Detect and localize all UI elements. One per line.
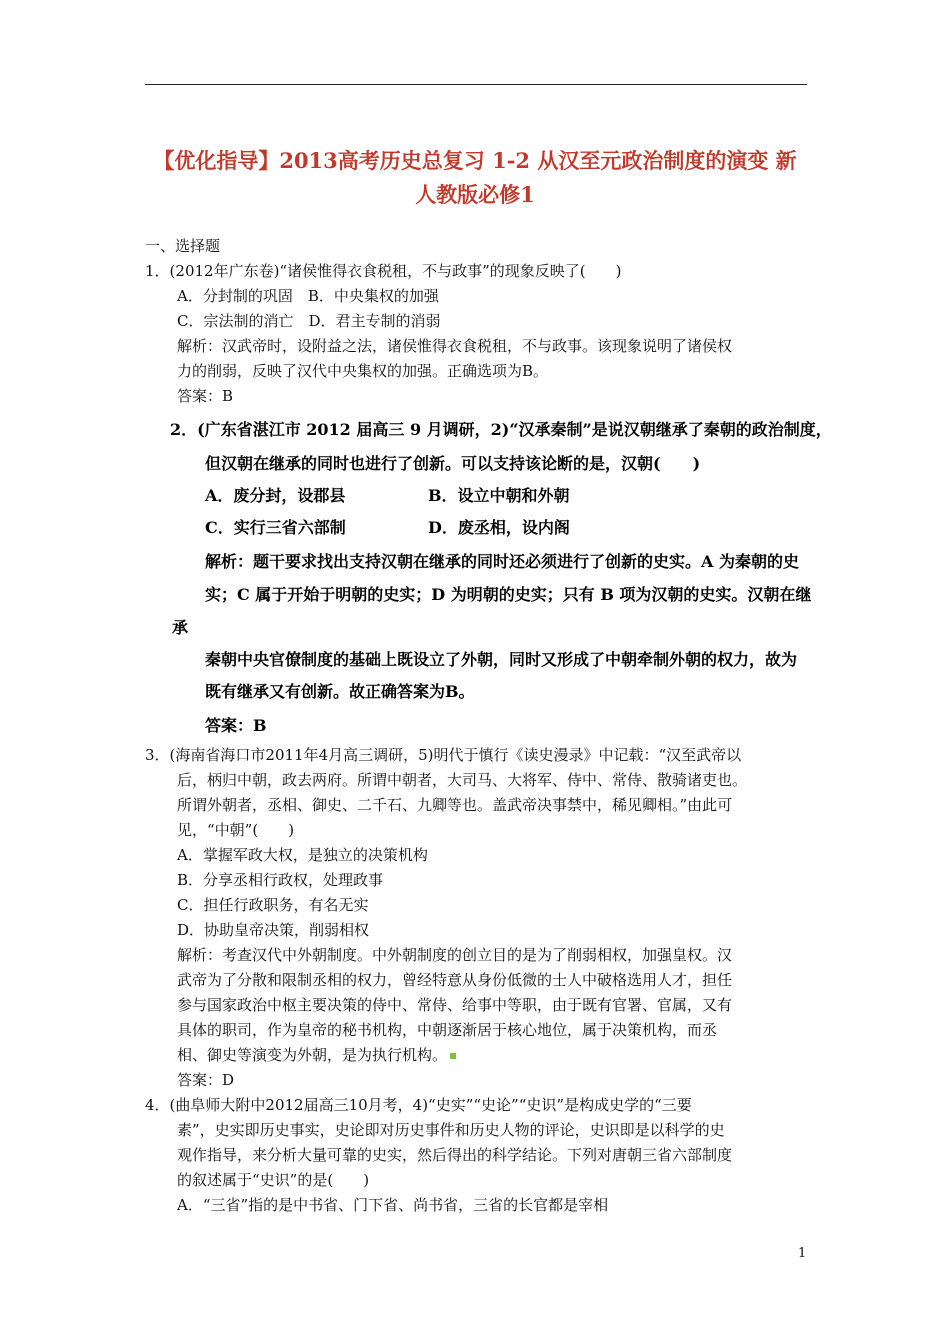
- q3-explanation-4: 具体的职司，作为皇帝的秘书机构，中朝逐渐居于核心地位，属于决策机构，而丞: [177, 1021, 718, 1039]
- q3-explanation-2: 武帝为了分散和限制丞相的权力，曾经特意从身份低微的士人中破格选用人才，担任: [177, 971, 733, 989]
- q1-explanation-2: 力的削弱，反映了汉代中央集权的加强。正确选项为B。: [177, 362, 549, 380]
- q2-explanation-3: 承: [172, 618, 189, 637]
- q2-explanation-2: 实；C 属于开始于明朝的史实；D 为明朝的史实；只有 B 项为汉朝的史实。汉朝在继: [205, 585, 812, 604]
- q3-option-a: A．掌握军政大权，是独立的决策机构: [177, 846, 428, 864]
- q2-explanation-4: 秦朝中央官僚制度的基础上既设立了外朝，同时又形成了中朝牵制外朝的权力，故为: [205, 650, 798, 669]
- q4-stem-2: 素”，史实即历史事实，史论即对历史事件和历史人物的评论，史识即是以科学的史: [177, 1121, 725, 1139]
- title-line-1: 【优化指导】2013高考历史总复习 1-2 从汉至元政治制度的演变 新: [153, 148, 797, 173]
- q2-stem-1: 2．(广东省湛江市 2012 届高三 9 月调研，2)“汉承秦制”是说汉朝继承了秦朝的政治制度，: [170, 420, 832, 439]
- q3-explanation-5-wrap: [177, 1045, 456, 1065]
- q1-explanation-1: 解析：汉武帝时，设附益之法，诸侯惟得衣食税租，不与政事。该现象说明了诸侯权: [177, 337, 733, 355]
- q3-explanation-1: 解析：考查汉代中外朝制度。中外朝制度的创立目的是为了削弱相权，加强皇权。汉: [177, 946, 733, 964]
- page-number: 1: [798, 1246, 807, 1261]
- q3-explanation-5: 相、御史等演变为外朝，是为执行机构。: [177, 1046, 448, 1064]
- section-heading: 一、选择题: [145, 237, 221, 255]
- q1-options-ab: A．分封制的巩固 B．中央集权的加强: [177, 287, 439, 305]
- q3-option-b: B．分享丞相行政权，处理政事: [177, 871, 384, 889]
- q3-explanation-3: 参与国家政治中枢主要决策的侍中、常侍、给事中等职，由于既有官署、官属，又有: [177, 996, 733, 1014]
- title-line-2: 人教版必修1: [415, 182, 535, 207]
- q3-stem-4: 见，“中朝”( ): [177, 821, 295, 839]
- header-rule: [145, 84, 807, 85]
- document-title: [120, 144, 830, 212]
- q3-option-d: D．协助皇帝决策，削弱相权: [177, 921, 370, 939]
- q2-option-c: C．实行三省六部制: [205, 518, 346, 537]
- q1-answer: 答案：B: [177, 387, 234, 405]
- q4-stem-3: 观作指导，来分析大量可靠的史实，然后得出的科学结论。下列对唐朝三省六部制度: [177, 1146, 733, 1164]
- q2-option-a: A．废分封，设郡县: [205, 486, 346, 505]
- q1-options-cd: C．宗法制的消亡 D．君主专制的消弱: [177, 312, 441, 330]
- q1-stem: 1．(2012年广东卷)“诸侯惟得衣食税租，不与政事”的现象反映了( ): [145, 262, 622, 280]
- q3-option-c: C．担任行政职务，有名无实: [177, 896, 369, 914]
- q2-explanation-1: 解析：题干要求找出支持汉朝在继承的同时还必须进行了创新的史实。A 为秦朝的史: [205, 552, 799, 571]
- q2-stem-2: 但汉朝在继承的同时也进行了创新。可以支持该论断的是，汉朝( ): [205, 454, 701, 473]
- q2-explanation-5: 既有继承又有创新。故正确答案为B。: [205, 682, 475, 701]
- q2-answer: 答案：B: [205, 716, 267, 735]
- q2-option-b: B．设立中朝和外朝: [428, 486, 570, 505]
- q3-stem-2: 后，柄归中朝，政去两府。所谓中朝者，大司马、大将军、侍中、常侍、散骑诸吏也。: [177, 771, 748, 789]
- q4-option-a: A．“三省”指的是中书省、门下省、尚书省，三省的长官都是宰相: [177, 1196, 609, 1214]
- q3-answer: 答案：D: [177, 1071, 235, 1089]
- q4-stem-4: 的叙述属于“史识”的是( ): [177, 1171, 370, 1189]
- q3-stem-3: 所谓外朝者，丞相、御史、二千石、九卿等也。盖武帝决事禁中，稀见卿相。”由此可: [177, 796, 733, 814]
- q2-option-d: D．废丞相，设内阁: [428, 518, 570, 537]
- q4-stem-1: 4．(曲阜师大附中2012届高三10月考，4)“史实”“史论”“史识”是构成史学的“三要: [145, 1096, 692, 1114]
- marker-dot-icon: [450, 1053, 456, 1059]
- q3-stem-1: 3．(海南省海口市2011年4月高三调研，5)明代于慎行《读史漫录》中记载：“汉至武帝以: [145, 746, 742, 764]
